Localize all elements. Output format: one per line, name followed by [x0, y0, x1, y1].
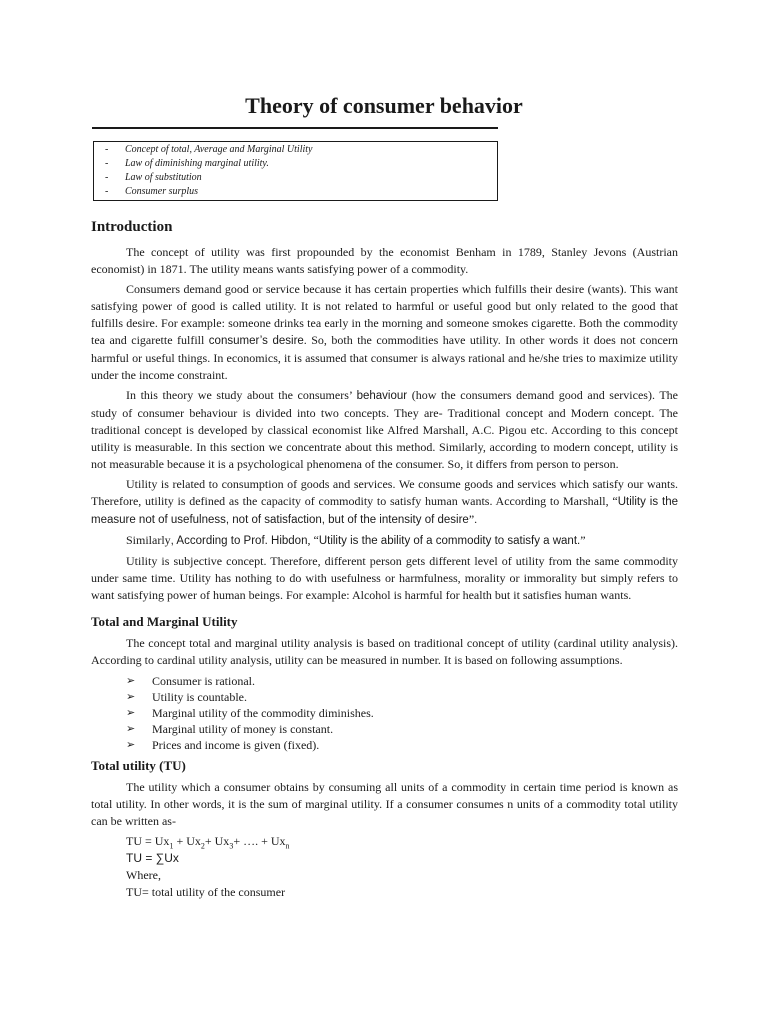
- where-label: Where,: [126, 868, 161, 882]
- list-item: [126, 673, 678, 689]
- inline-phrase: , According to Prof. Hibdon: [170, 535, 308, 547]
- definition-line: TU= total utility of the consumer: [126, 885, 286, 899]
- paragraph-text: The concept total and marginal utility analysis is based on traditional concept of utility (cardinal utility analysis). According to cardinal utility analysis, utility can be measured in number. It is based on following assumptions.: [91, 636, 678, 667]
- formula-part: TU = Ux: [126, 834, 170, 848]
- formula-total-utility-sigma: TU = ∑Ux: [126, 851, 179, 865]
- topic-text: Law of substitution: [125, 172, 202, 183]
- topics-box: [93, 141, 498, 201]
- list-item: [126, 705, 678, 721]
- formula-part: + Ux: [204, 834, 230, 848]
- topic-text: Concept of total, Average and Marginal Utility: [125, 144, 313, 155]
- dash-bullet: -: [105, 144, 109, 155]
- paragraph: [91, 387, 678, 473]
- paragraph-text: . So, both the commodities have utility. In other words it does not concern harmful or useful things. In economics, it is assumed that consumer is always rational and he/she tries to maximize utility under the income constraint.: [91, 333, 678, 382]
- dash-bullet: -: [105, 158, 109, 169]
- total-marginal-heading: Total and Marginal Utility: [91, 614, 238, 629]
- introduction-heading: Introduction: [91, 219, 173, 235]
- paragraph-text: Similarly: [126, 533, 171, 547]
- topic-text: Law of diminishing marginal utility.: [125, 158, 269, 169]
- list-item: [126, 689, 678, 705]
- document-title: Theory of consumer behavior: [245, 93, 523, 118]
- paragraph-text: ”.: [468, 512, 478, 526]
- title-underline: [92, 127, 498, 129]
- list-item: [126, 737, 678, 753]
- list-item-text: Utility is countable.: [152, 690, 247, 704]
- paragraph: [91, 244, 678, 278]
- assumptions-list: [91, 673, 678, 753]
- paragraph: [91, 532, 678, 550]
- inline-phrase: behaviour: [356, 390, 408, 402]
- dash-bullet: -: [105, 172, 109, 183]
- paragraph-text: Utility is related to consumption of goods and services. We consume goods and services which satisfy our wants. Therefore, utility is defined as the capacity of commodity to satisfy human wants. According to Marshall, “: [91, 477, 678, 508]
- paragraph: [91, 635, 678, 669]
- formula-subscript: 3: [229, 841, 234, 851]
- dash-bullet: -: [105, 186, 109, 197]
- list-item-text: Consumer is rational.: [152, 674, 255, 688]
- formula-subscript: n: [285, 841, 290, 851]
- arrow-bullet-icon: ➢: [126, 739, 136, 751]
- paragraph-text: The concept of utility was first propounded by the economist Benham in 1789, Stanley Jevons (Austrian economist) in 1871. The utility means wants satisfying power of a commodity.: [91, 245, 678, 276]
- arrow-bullet-icon: ➢: [126, 723, 136, 735]
- document-body: [91, 216, 678, 901]
- total-utility-heading: Total utility (TU): [91, 758, 186, 773]
- marshall-quote: Utility is the measure not of usefulness, not of satisfaction, but of the intensity of desire: [91, 496, 678, 526]
- formula-part: + Ux: [173, 834, 201, 848]
- list-item: [126, 721, 678, 737]
- arrow-bullet-icon: ➢: [126, 675, 136, 687]
- topic-item: [94, 157, 497, 171]
- formula-total-utility-sum: [91, 833, 678, 850]
- topic-item: [94, 185, 497, 199]
- formula-part: + …. + Ux: [233, 834, 286, 848]
- paragraph: [91, 476, 678, 529]
- topic-item: [94, 143, 497, 157]
- topic-item: [94, 171, 497, 185]
- formula-subscript: 1: [169, 841, 174, 851]
- paragraph: [91, 281, 678, 384]
- list-item-text: Marginal utility of the commodity diminishes.: [152, 706, 374, 720]
- paragraph: [91, 779, 678, 830]
- arrow-bullet-icon: ➢: [126, 691, 136, 703]
- list-item-text: Marginal utility of money is constant.: [152, 722, 334, 736]
- paragraph-text: , “: [307, 533, 319, 547]
- list-item-text: Prices and income is given (fixed).: [152, 738, 320, 752]
- paragraph-text: Consumers demand good or service because it has certain properties which fulfills their desire (wants). This want satisfying power of good is called utility. It is not related to harmful or useful good but only related to the good that fulfills desire. For example: someone drinks tea early in the morning and someone smokes cigarette. Both the commodity tea and cigarette fulfill: [91, 282, 678, 347]
- hibdon-quote: Utility is the ability of a commodity to satisfy a want.: [318, 535, 581, 547]
- paragraph-text: ”: [580, 533, 586, 547]
- paragraph-text: In this theory we study about the consumers’: [126, 388, 357, 402]
- arrow-bullet-icon: ➢: [126, 707, 136, 719]
- paragraph-text: The utility which a consumer obtains by consuming all units of a commodity in certain time period is known as total utility. In other words, it is the sum of marginal utility. If a consumer consumes n units of a commodity total utility can be written as-: [91, 780, 678, 828]
- paragraph-text: (how the consumers demand good and services). The study of consumer behaviour is divided into two concepts. They are- Traditional concept and Modern concept. The traditional concept is developed by classical economist like Alfred Marshall, A.C. Pigou etc. According to this concept utility is measurable. In this section we concentrate about this method. Similarly, according to modern concept, utility is not measurable because it is a psychological phenomena of the consumer. So, it differs from person to person.: [91, 388, 679, 471]
- topic-text: Consumer surplus: [125, 186, 199, 197]
- paragraph-text: Utility is subjective concept. Therefore, different person gets different level of utility from the same commodity under same time. Utility has nothing to do with usefulness or harmfulness, morality or immorality but simply refers to want satisfying power of human beings. For example: Alcohol is harmful for health but it satisfies human wants.: [91, 554, 678, 602]
- paragraph: [91, 553, 678, 604]
- inline-phrase: consumer’s desire: [208, 335, 304, 347]
- formula-subscript: 2: [200, 841, 205, 851]
